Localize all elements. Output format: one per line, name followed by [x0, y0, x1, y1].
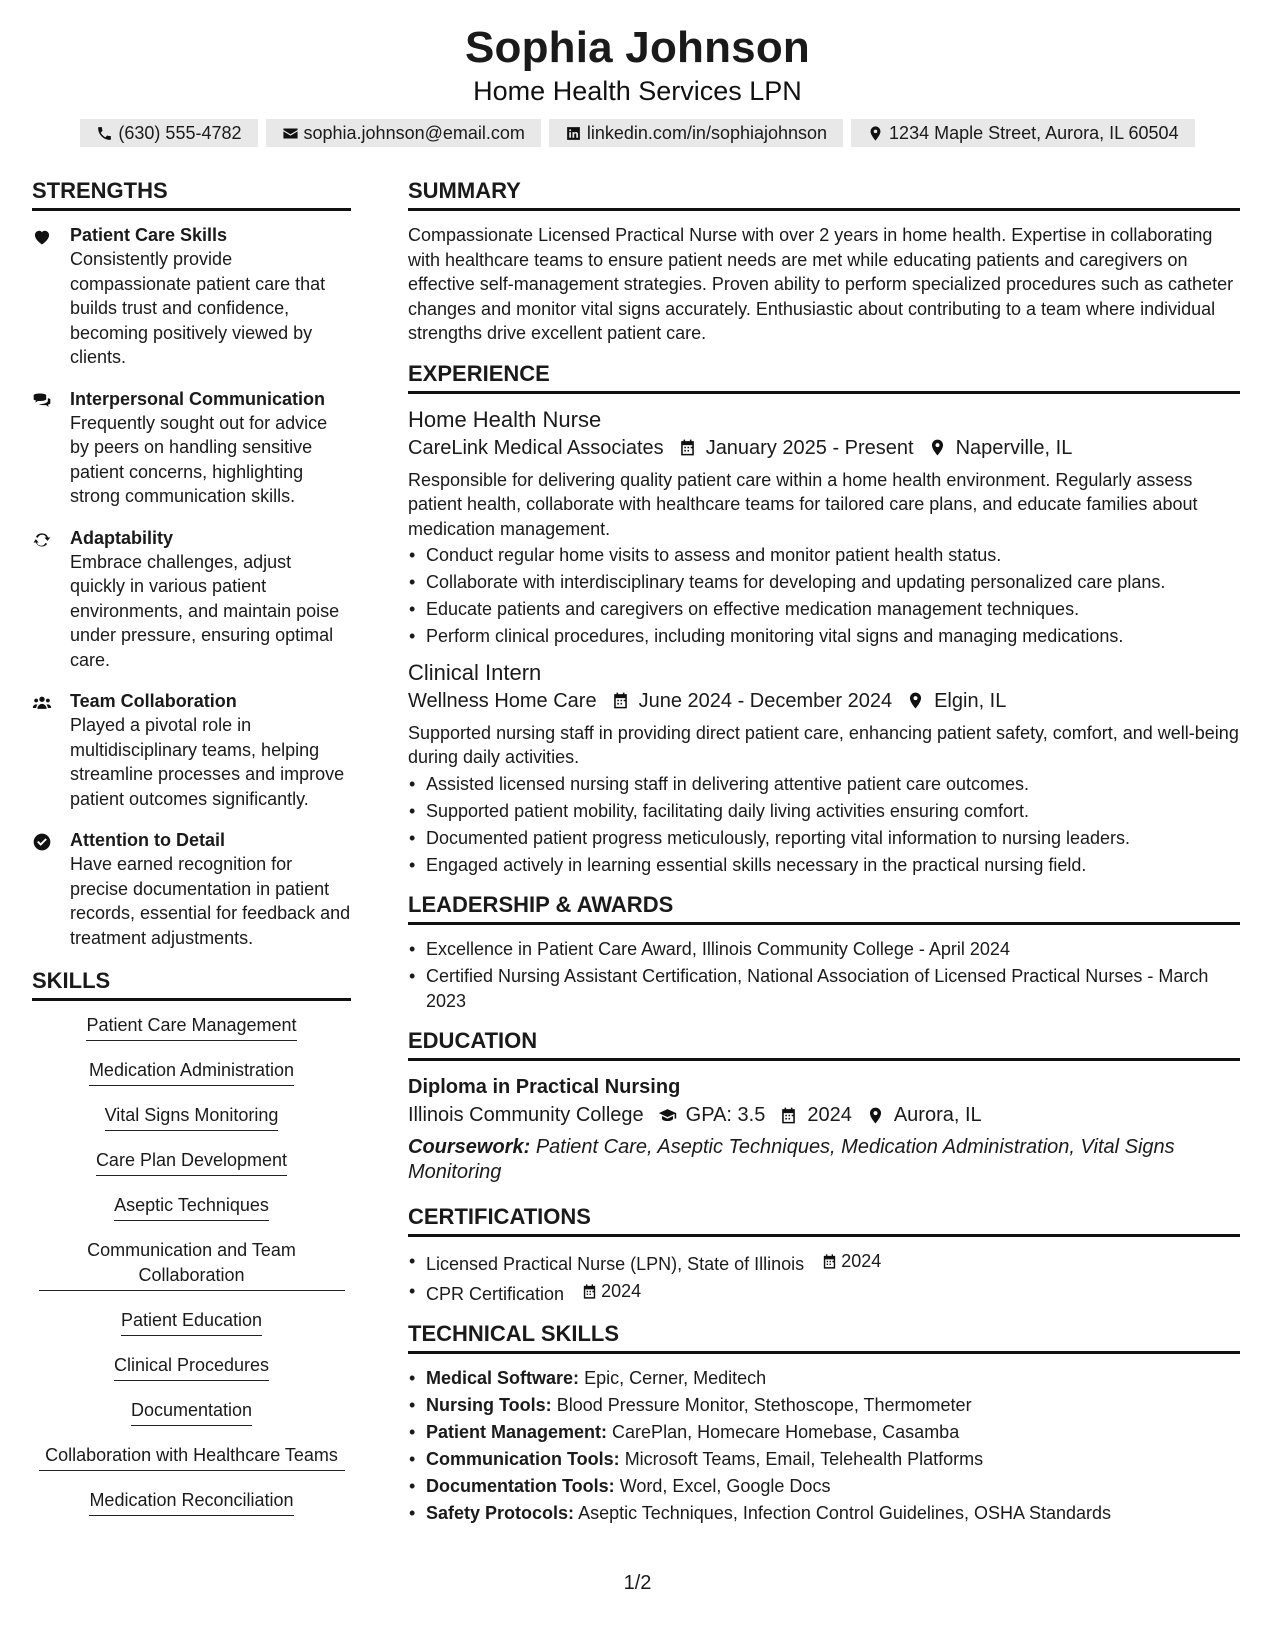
certifications-list — [408, 1249, 1240, 1306]
strength-item — [32, 387, 351, 509]
list-item: • Assisted licensed nursing staff in delivering attentive patient care outcomes. — [408, 772, 1240, 797]
page-number: 1/2 — [623, 1572, 652, 1594]
envelope-icon — [282, 125, 299, 142]
list-item: • Certified Nursing Assistant Certification, National Association of Licensed Practical Nurses - March 2023 — [408, 964, 1240, 1013]
tech-label: Patient Management: — [426, 1422, 608, 1442]
check-circle-icon — [32, 832, 52, 852]
skill-item: Documentation — [131, 1398, 252, 1426]
strength-title: Attention to Detail — [70, 830, 225, 850]
contact-email[interactable] — [266, 119, 541, 147]
list-item — [408, 1501, 1240, 1526]
certifications-title: CERTIFICATIONS — [408, 1203, 1240, 1237]
resume-header — [0, 0, 1275, 147]
job-bullets — [408, 772, 1240, 878]
skills-title: SKILLS — [32, 967, 351, 1001]
skill-item: Patient Education — [121, 1308, 262, 1336]
cert-year: 2024 — [601, 1280, 642, 1301]
coursework — [408, 1135, 1240, 1185]
school-name: Illinois Community College — [408, 1104, 644, 1126]
tech-value: Blood Pressure Monitor, Stethoscope, Thermometer — [556, 1395, 972, 1415]
skills-list — [32, 1013, 351, 1533]
tech-label: Safety Protocols: — [426, 1503, 575, 1523]
graduation-cap-icon — [658, 1106, 677, 1125]
cert-year: 2024 — [841, 1251, 882, 1271]
job-company: Wellness Home Care — [408, 689, 597, 712]
strength-desc: Played a pivotal role in multidisciplinary teams, helping streamline processes and improve patient outcomes significantly. — [70, 715, 345, 809]
education-meta — [408, 1101, 1240, 1129]
contact-linkedin-text: linkedin.com/in/sophiajohnson — [586, 123, 828, 143]
tech-value: CarePlan, Homecare Homebase, Casamba — [612, 1422, 960, 1442]
job-location: Elgin, IL — [934, 689, 1007, 712]
skill-item: Collaboration with Healthcare Teams — [39, 1443, 345, 1471]
contact-address-text: 1234 Maple Street, Aurora, IL 60504 — [889, 123, 1179, 143]
skill-item: Care Plan Development — [96, 1148, 287, 1176]
contact-address — [851, 119, 1195, 147]
tech-value: Epic, Cerner, Meditech — [584, 1368, 767, 1388]
map-pin-icon — [866, 1106, 885, 1125]
list-item — [408, 1447, 1240, 1472]
heart-icon — [32, 227, 52, 247]
tech-value: Word, Excel, Google Docs — [619, 1476, 831, 1496]
list-item — [408, 1420, 1240, 1445]
calendar-icon — [611, 691, 630, 710]
skill-item: Communication and Team Collaboration — [39, 1238, 345, 1291]
technical-skills-list — [408, 1366, 1240, 1526]
calendar-icon — [779, 1106, 798, 1125]
strength-desc: Have earned recognition for precise documentation in patient records, essential for feedback and treatment adjustments. — [70, 854, 351, 948]
strength-title: Patient Care Skills — [70, 225, 228, 245]
job-bullets — [408, 543, 1240, 649]
cert-name: CPR Certification — [426, 1283, 565, 1304]
tech-label: Medical Software: — [426, 1368, 580, 1388]
contact-phone[interactable] — [80, 119, 257, 147]
job-dates: June 2024 - December 2024 — [638, 689, 893, 712]
right-column — [408, 177, 1240, 1528]
strength-item — [32, 689, 351, 811]
candidate-name: Sophia Johnson — [464, 23, 811, 72]
job-description: Responsible for delivering quality patient care within a home health environment. Regularly assess patient health, collaborate with healthcare teams for tailored care plans, and educate families about medication management. — [408, 469, 1198, 539]
sync-icon — [32, 530, 52, 550]
job-title: Clinical Intern — [408, 659, 542, 685]
job-meta — [408, 687, 1240, 715]
list-item — [408, 1366, 1240, 1391]
candidate-role: Home Health Services LPN — [473, 76, 802, 106]
leadership-list — [408, 937, 1240, 1013]
job-title: Home Health Nurse — [408, 406, 602, 432]
summary-text: Compassionate Licensed Practical Nurse with over 2 years in home health. Expertise in collaborating with healthcare teams to ensure patient needs are met while educating patients and caregivers on effective self-management strategies. Proven ability to perform specialized procedures such as catheter changes and monitor vital signs accurately. Enthusiastic about contributing to a team where individual strengths drive excellent patient care. — [408, 225, 1234, 343]
skill-item: Clinical Procedures — [114, 1353, 269, 1381]
technical-skills-title: TECHNICAL SKILLS — [408, 1320, 1240, 1354]
strength-item — [32, 526, 351, 673]
skill-item: Aseptic Techniques — [114, 1193, 269, 1221]
job-location: Naperville, IL — [955, 436, 1073, 459]
comments-icon — [32, 391, 52, 411]
coursework-list: Patient Care, Aseptic Techniques, Medication Administration, Vital Signs Monitoring — [408, 1136, 1175, 1183]
list-item — [408, 1279, 1240, 1306]
list-item — [408, 1249, 1240, 1276]
job-entry — [408, 406, 1240, 649]
job-entry — [408, 659, 1240, 878]
skill-item: Patient Care Management — [86, 1013, 296, 1041]
coursework-label: Coursework: — [408, 1136, 531, 1158]
leadership-title: LEADERSHIP & AWARDS — [408, 891, 1240, 925]
calendar-icon — [678, 438, 697, 457]
list-item: • Engaged actively in learning essential skills necessary in the practical nursing field. — [408, 853, 1240, 878]
strength-desc: Frequently sought out for advice by peers on handling sensitive patient concerns, highlighting strong communication skills. — [70, 412, 328, 506]
list-item — [408, 1474, 1240, 1499]
users-icon — [32, 693, 52, 713]
calendar-icon — [581, 1283, 598, 1300]
linkedin-icon — [565, 125, 582, 142]
tech-value: Aseptic Techniques, Infection Control Guidelines, OSHA Standards — [578, 1503, 1112, 1523]
strength-desc: Consistently provide compassionate patient care that builds trust and confidence, becoming positively viewed by clients. — [70, 249, 326, 367]
phone-icon — [96, 125, 113, 142]
list-item: • Excellence in Patient Care Award, Illinois Community College - April 2024 — [408, 937, 1240, 962]
list-item: • Collaborate with interdisciplinary teams for developing and updating personalized care plans. — [408, 570, 1240, 595]
strength-title: Team Collaboration — [70, 691, 237, 711]
cert-name: Licensed Practical Nurse (LPN), State of Illinois — [426, 1253, 805, 1274]
list-item: • Educate patients and caregivers on effective medication management techniques. — [408, 597, 1240, 622]
left-column — [32, 177, 351, 1533]
job-dates: January 2025 - Present — [705, 436, 914, 459]
map-pin-icon — [906, 691, 925, 710]
tech-label: Nursing Tools: — [426, 1395, 552, 1415]
contact-email-text: sophia.johnson@email.com — [303, 123, 525, 143]
degree-title: Diploma in Practical Nursing — [408, 1076, 681, 1098]
tech-value: Microsoft Teams, Email, Telehealth Platforms — [624, 1449, 984, 1469]
skill-item: Vital Signs Monitoring — [105, 1103, 279, 1131]
contact-bar — [0, 119, 1275, 147]
strengths-title: STRENGTHS — [32, 177, 351, 211]
gpa-text: GPA: 3.5 — [685, 1104, 766, 1126]
list-item: • Conduct regular home visits to assess and monitor patient health status. — [408, 543, 1240, 568]
job-meta — [408, 434, 1240, 462]
education-title: EDUCATION — [408, 1027, 1240, 1061]
tech-label: Documentation Tools: — [426, 1476, 615, 1496]
list-item: • Supported patient mobility, facilitating daily living activities ensuring comfort. — [408, 799, 1240, 824]
strength-desc: Embrace challenges, adjust quickly in various patient environments, and maintain poise under pressure, ensuring optimal care. — [70, 551, 340, 670]
experience-title: EXPERIENCE — [408, 360, 1240, 394]
job-description: Supported nursing staff in providing direct patient care, enhancing patient safety, comfort, and well-being during daily activities. — [408, 722, 1239, 767]
tech-label: Communication Tools: — [426, 1449, 620, 1469]
strength-title: Interpersonal Communication — [70, 388, 326, 409]
contact-phone-text: (630) 555-4782 — [118, 123, 242, 143]
map-pin-icon — [867, 125, 884, 142]
list-item — [408, 1393, 1240, 1418]
contact-linkedin[interactable] — [549, 119, 843, 147]
map-pin-icon — [928, 438, 947, 457]
summary-title: SUMMARY — [408, 177, 1240, 211]
job-company: CareLink Medical Associates — [408, 436, 664, 459]
list-item: • Perform clinical procedures, including monitoring vital signs and managing medications. — [408, 624, 1240, 649]
strength-item — [32, 828, 351, 950]
graduation-year: 2024 — [807, 1104, 852, 1126]
skill-item: Medication Administration — [89, 1058, 294, 1086]
list-item: • Documented patient progress meticulously, reporting vital information to nursing leaders. — [408, 826, 1240, 851]
strength-title: Adaptability — [70, 527, 174, 548]
school-location: Aurora, IL — [893, 1104, 982, 1126]
strength-item — [32, 223, 351, 370]
skill-item: Medication Reconciliation — [89, 1488, 293, 1516]
calendar-icon — [821, 1253, 838, 1270]
